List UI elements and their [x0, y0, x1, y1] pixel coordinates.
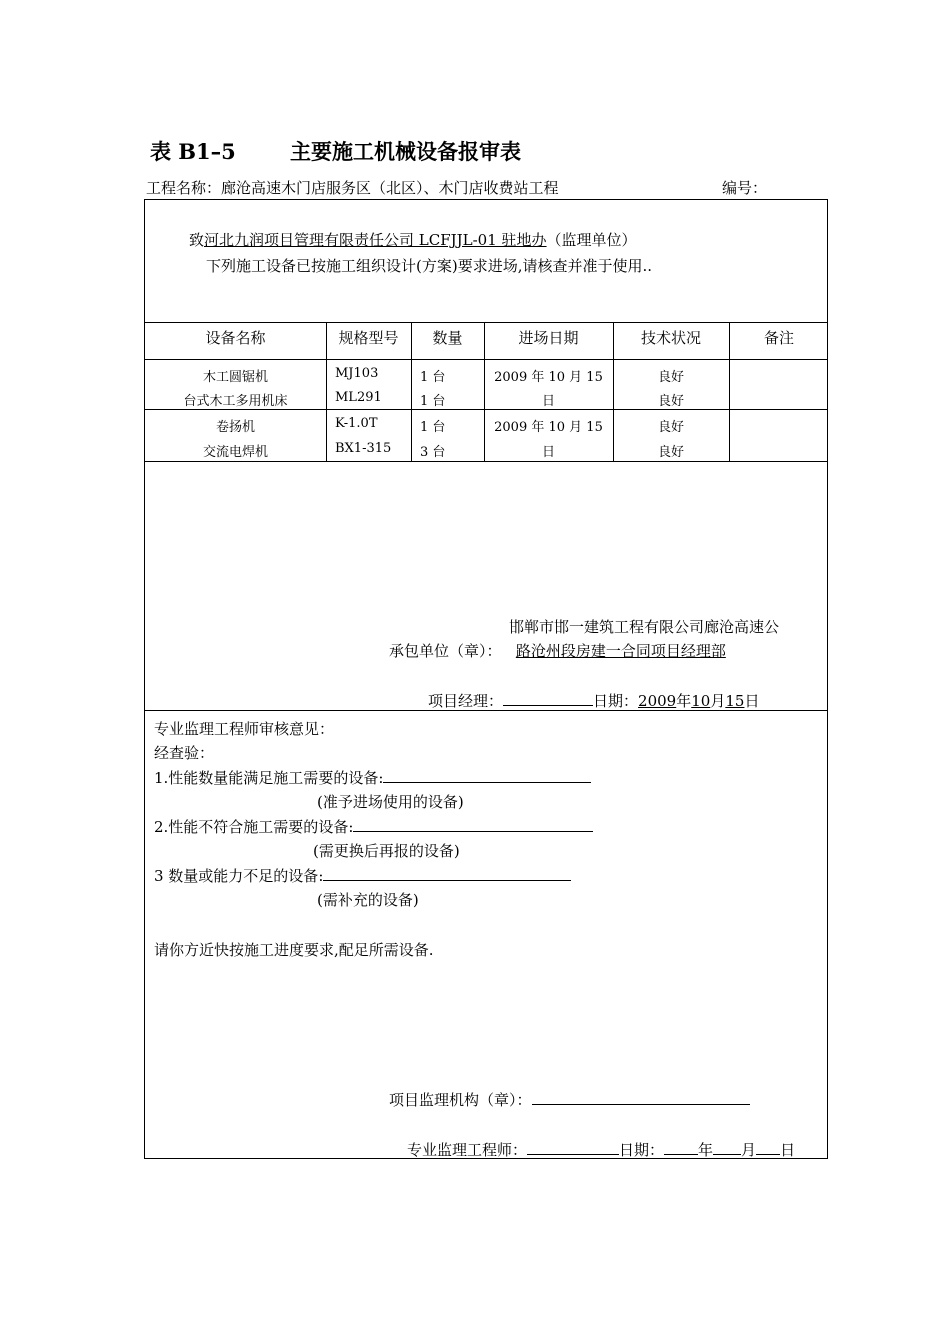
contractor-date-label: 日期：: [593, 692, 639, 710]
table-code: 表 B1–5: [150, 139, 236, 164]
equipment-model: BX1-315: [335, 441, 392, 456]
review-item-3-blank[interactable]: [323, 864, 571, 881]
review-checked: 经查验：: [154, 744, 215, 762]
review-item-2-label: 2.性能不符合施工需要的设备:: [154, 818, 354, 836]
form-frame: [144, 199, 828, 1159]
project-name: 廊沧高速木门店服务区（北区）、木门店收费站工程: [221, 179, 559, 197]
contractor-label: 承包单位（章）：: [389, 642, 502, 660]
submission-message: 下列施工设备已按施工组织设计(方案)要求进场,请核查并准于使用..: [206, 257, 653, 275]
entry-date: 2009 年 10 月 15: [494, 370, 603, 385]
equipment-model: ML291: [335, 390, 382, 405]
manager-line: [428, 689, 759, 711]
month-unit: 月: [741, 1141, 757, 1159]
tech-status: 良好: [657, 445, 684, 460]
review-item-2-blank[interactable]: [353, 815, 593, 832]
form-title: 主要施工机械设备报审表: [290, 139, 521, 164]
addressee-suffix: （监理单位）: [546, 231, 637, 249]
header-quantity: 数量: [432, 329, 463, 347]
review-year-blank[interactable]: [664, 1138, 698, 1155]
header-tech-status: 技术状况: [640, 329, 701, 347]
tech-status: 良好: [657, 370, 684, 385]
review-item-3: [154, 864, 571, 886]
contractor-company: 邯郸市邯一建筑工程有限公司廊沧高速公: [509, 618, 780, 636]
review-item-3-note: (需补充的设备): [317, 891, 419, 909]
project-name-line: [146, 177, 559, 198]
addressee-prefix: 致: [189, 231, 205, 249]
review-item-2-note: (需更换后再报的设备): [313, 842, 460, 860]
contractor-dept: 路沧州段房建一合同项目经理部: [515, 642, 726, 660]
agency-label: 项目监理机构（章）：: [389, 1091, 532, 1109]
year-unit: 年: [698, 1141, 714, 1159]
entry-date: 2009 年 10 月 15: [494, 420, 603, 435]
review-day-blank[interactable]: [756, 1138, 780, 1155]
review-item-1-label: 1.性能数量能满足施工需要的设备:: [154, 769, 384, 787]
divider: [145, 322, 827, 323]
review-item-1-note: (准予进场使用的设备): [317, 793, 464, 811]
review-item-1-blank[interactable]: [383, 766, 591, 783]
equipment-quantity: 1 台: [420, 394, 446, 409]
project-label: 工程名称：: [146, 179, 222, 197]
contractor-day: 15: [725, 692, 745, 710]
equipment-name: 卷扬机: [215, 420, 255, 435]
manager-label: 项目经理：: [428, 692, 504, 710]
engineer-signature-blank[interactable]: [527, 1138, 619, 1155]
entry-date-day: 日: [541, 394, 555, 409]
agency-line: [389, 1088, 750, 1110]
tech-status: 良好: [657, 420, 684, 435]
tech-status: 良好: [657, 394, 684, 409]
review-item-2: [154, 815, 593, 837]
review-month-blank[interactable]: [713, 1138, 741, 1155]
review-date-label: 日期：: [619, 1141, 665, 1159]
review-item-3-label: 3 数量或能力不足的设备:: [154, 867, 324, 885]
equipment-name: 木工圆锯机: [202, 370, 268, 385]
equipment-quantity: 3 台: [420, 445, 446, 460]
header-entry-date: 进场日期: [518, 329, 579, 347]
divider: [145, 461, 827, 462]
manager-signature-blank[interactable]: [503, 689, 593, 706]
equipment-quantity: 1 台: [420, 370, 446, 385]
equipment-model: MJ103: [335, 366, 379, 381]
divider: [145, 409, 827, 410]
header-model: 规格型号: [338, 329, 399, 347]
day-unit: 日: [744, 692, 760, 710]
month-unit: 月: [710, 692, 726, 710]
supervision-unit: 河北九润项目管理有限责任公司 LCFJJL-01 驻地办: [204, 231, 547, 249]
equipment-model: K-1.0T: [335, 416, 378, 431]
review-title: 专业监理工程师审核意见：: [154, 720, 335, 738]
header-remarks: 备注: [763, 329, 794, 347]
addressee-line: [189, 229, 637, 250]
day-unit: 日: [780, 1141, 796, 1159]
contractor-line: [389, 640, 726, 661]
contractor-year: 2009: [638, 692, 677, 710]
review-item-1: [154, 766, 591, 788]
year-unit: 年: [676, 692, 692, 710]
engineer-line: [407, 1138, 795, 1160]
contractor-month: 10: [691, 692, 711, 710]
entry-date-day: 日: [541, 445, 555, 460]
engineer-label: 专业监理工程师：: [407, 1141, 528, 1159]
equipment-quantity: 1 台: [420, 420, 446, 435]
review-request: 请你方近快按施工进度要求,配足所需设备.: [154, 941, 434, 959]
equipment-name: 交流电焊机: [202, 445, 268, 460]
header-equipment-name: 设备名称: [205, 329, 266, 347]
divider: [145, 359, 827, 360]
equipment-name: 台式木工多用机床: [183, 394, 288, 409]
number-label: 编号：: [722, 179, 768, 197]
agency-stamp-blank[interactable]: [532, 1088, 750, 1105]
